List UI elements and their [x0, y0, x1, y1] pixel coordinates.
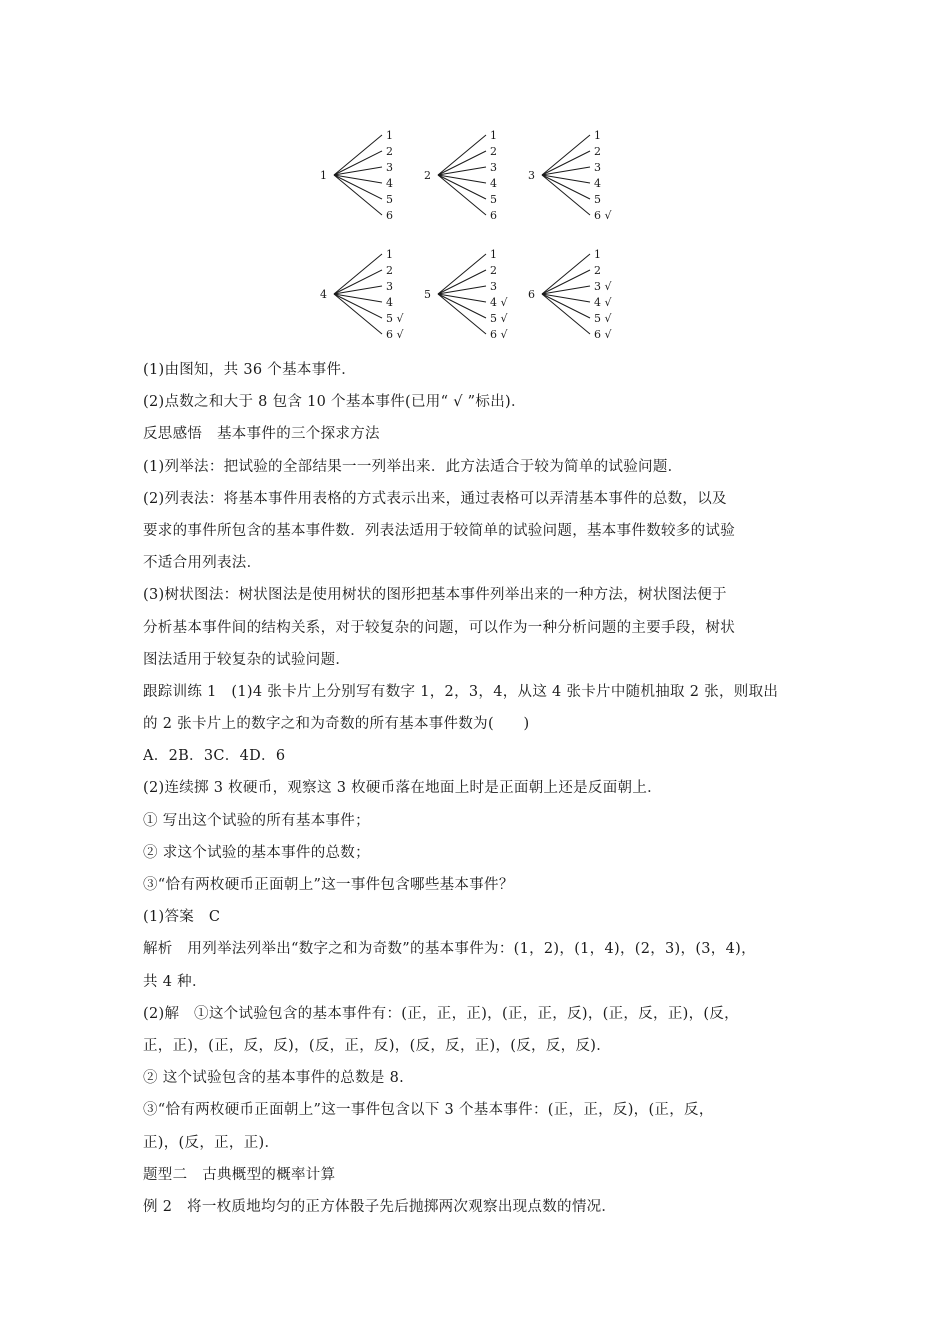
tree-branch-label: 6 √: [490, 328, 508, 341]
text-line: ② 这个试验包含的基本事件的总数是 8.: [143, 1070, 405, 1087]
text-line: (1)列举法：把试验的全部结果一一列举出来．此方法适合于较为简单的试验问题．: [143, 458, 683, 475]
tree-4: [320, 248, 404, 341]
tree-branch-label: 3 √: [594, 280, 612, 293]
tree-branch-label: 5: [594, 193, 601, 206]
tree-branch-label: 2: [490, 264, 497, 277]
text-line: ② 求这个试验的基本事件的总数；: [143, 844, 370, 861]
tree-branch-label: 1: [594, 248, 601, 261]
tree-1: [320, 129, 393, 222]
answer-choices: A．2B．3C．4D．6: [143, 748, 286, 765]
tree-branch-label: 5 √: [594, 312, 612, 325]
tree-5: [424, 248, 508, 341]
tree-2: [424, 129, 497, 222]
tree-branch-label: 4: [386, 296, 393, 309]
text-line: 图法适用于较复杂的试验问题．: [143, 651, 351, 668]
text-line: (2)列表法：将基本事件用表格的方式表示出来，通过表格可以弄清基本事件的总数，以及: [143, 490, 727, 507]
tree-branch-label: 3: [386, 280, 393, 293]
tree-root-label: 4: [320, 288, 327, 301]
example-heading: 例 2 将一枚质地均匀的正方体骰子先后抛掷两次观察出现点数的情况．: [143, 1198, 617, 1215]
tree-branch-label: 6: [490, 209, 497, 222]
tree-branch-label: 1: [594, 129, 601, 142]
tree-branch-label: 2: [386, 264, 393, 277]
tree-diagram: [320, 122, 620, 347]
tree-branch-label: 6 √: [594, 209, 612, 222]
tree-branch-label: 4: [594, 177, 601, 190]
tree-branch-label: 6: [386, 209, 393, 222]
tree-branch-label: 2: [594, 264, 601, 277]
tree-branch-label: 2: [386, 145, 393, 158]
tree-branch-label: 4 √: [594, 296, 612, 309]
text-line: (1)由图知，共 36 个基本事件．: [143, 362, 357, 378]
answer-line: (1)答案 C: [143, 909, 221, 926]
text-line: 共 4 种．: [143, 973, 207, 990]
tree-root-label: 5: [424, 288, 431, 301]
tree-branch-label: 1: [490, 248, 497, 261]
tree-3: [528, 129, 612, 222]
tree-branch-label: 5: [490, 193, 497, 206]
text-line: ① 写出这个试验的所有基本事件；: [143, 812, 370, 829]
text-line: 的 2 张卡片上的数字之和为奇数的所有基本事件数为( ): [143, 716, 530, 733]
tree-branch-label: 1: [386, 248, 393, 261]
tree-branch-label: 1: [490, 129, 497, 142]
text-body: [143, 354, 823, 1223]
text-line: 不适合用列表法．: [143, 555, 262, 572]
text-line: (3)树状图法：树状图法是使用树状的图形把基本事件列举出来的一种方法，树状图法便于: [143, 587, 727, 604]
tree-branch-label: 6 √: [594, 328, 612, 341]
tree-branch-label: 3: [594, 161, 601, 174]
text-line: (2)点数之和大于 8 包含 10 个基本事件(已用“ √ ”标出)．: [143, 394, 526, 411]
tree-branch-label: 4: [490, 177, 497, 190]
section-heading: 题型二 古典概型的概率计算: [143, 1166, 336, 1183]
tree-branch-label: 3: [386, 161, 393, 174]
tree-6: [528, 248, 612, 341]
text-line: 正，正)，(正，反，反)，(反，正，反)，(反，反，正)，(反，反，反)．: [143, 1037, 612, 1054]
tree-branch-label: 5 √: [490, 312, 508, 325]
tree-branch-label: 5: [386, 193, 393, 206]
tree-branch-label: 1: [386, 129, 393, 142]
text-line: 分析基本事件间的结构关系，对于较复杂的问题，可以作为一种分析问题的主要手段，树状: [143, 619, 735, 636]
tree-root-label: 1: [320, 169, 327, 182]
tree-branch-label: 6 √: [386, 328, 404, 341]
tree-root-label: 3: [528, 169, 535, 182]
tree-branch-label: 3: [490, 280, 497, 293]
text-line: (2)连续掷 3 枚硬币，观察这 3 枚硬币落在地面上时是正面朝上还是反面朝上．: [143, 780, 662, 797]
tree-diagram-svg: [320, 122, 620, 347]
tree-branch-label: 3: [490, 161, 497, 174]
text-line: ③“恰有两枚硬币正面朝上”这一事件包含以下 3 个基本事件：(正，正，反)，(正，反，: [143, 1102, 714, 1119]
section-heading: 反思感悟 基本事件的三个探求方法: [143, 426, 380, 443]
tree-branch-label: 4: [386, 177, 393, 190]
text-line: ③“恰有两枚硬币正面朝上”这一事件包含哪些基本事件？: [143, 877, 514, 893]
text-line: 正)，(反，正，正)．: [143, 1134, 280, 1151]
tree-root-label: 2: [424, 169, 431, 182]
tree-branch-label: 5 √: [386, 312, 404, 325]
text-line: 要求的事件所包含的基本事件数．列表法适用于较简单的试验问题，基本事件数较多的试验: [143, 522, 735, 539]
tree-branch-label: 2: [490, 145, 497, 158]
tree-branch-label: 2: [594, 145, 601, 158]
text-line: (2)解 ①这个试验包含的基本事件有：(正，正，正)，(正，正，反)，(正，反，正)，(反，: [143, 1005, 739, 1022]
tree-root-label: 6: [528, 288, 535, 301]
text-line: 解析 用列举法列举出“数字之和为奇数”的基本事件为：(1，2)，(1，4)，(2，3)，(3，4)，: [143, 941, 756, 958]
exercise-heading: 跟踪训练 1 (1)4 张卡片上分别写有数字 1，2，3，4，从这 4 张卡片中随机抽取 2 张，则取出: [143, 683, 779, 700]
tree-branch-label: 4 √: [490, 296, 508, 309]
